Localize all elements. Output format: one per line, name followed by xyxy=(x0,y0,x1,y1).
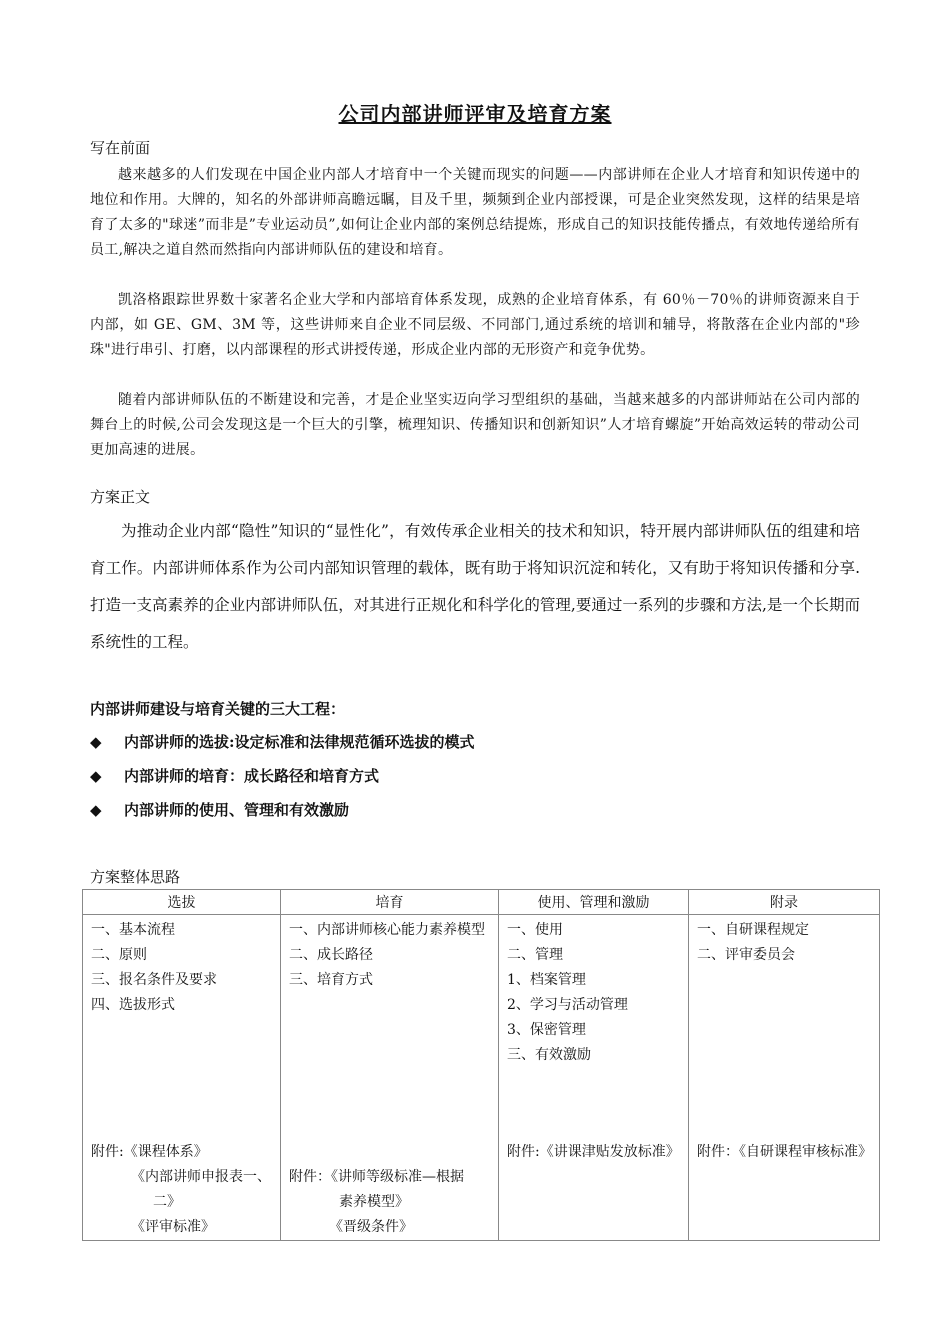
cell-item: 一、内部讲师核心能力素养模型 xyxy=(289,922,485,938)
cell-item: 一、使用 xyxy=(507,922,563,938)
table-cell-management xyxy=(499,915,689,1241)
column-header-appendix: 附录 xyxy=(689,890,880,915)
attachment-line: 附件：《自研课程审核标准》 xyxy=(697,1144,872,1160)
plan-table-label: 方案整体思路 xyxy=(90,868,181,886)
cell-item: 二、评审委员会 xyxy=(697,947,795,963)
cell-item: 一、自研课程规定 xyxy=(697,922,809,938)
preface-paragraph-2: 凯洛格跟踪世界数十家著名企业大学和内部培育体系发现，成熟的企业培育体系，有 60％－70％的讲师资源来自于内部，如 GE、GM、3M 等，这些讲师来自企业不同层级、不同部门,通过系统的培训和辅导，将散落在企业内部的"珍珠"进行串引、打磨，以内部课程的形式讲授传递，形成企业内部的无形资产和竞争优势。 xyxy=(90,292,860,358)
attachment-line: 素养模型》 xyxy=(339,1194,409,1210)
column-header-cultivation: 培育 xyxy=(281,890,499,915)
attachment-line: 附件:《讲课津贴发放标准》 xyxy=(507,1144,680,1160)
preface-paragraph-3: 随着内部讲师队伍的不断建设和完善，才是企业坚实迈向学习型组织的基础，当越来越多的内部讲师站在公司内部的舞台上的时候,公司会发现这是一个巨大的引擎，梳理知识、传播知识和创新知识”人才培育螺旋”开始高效运转的带动公司更加高速的进展。 xyxy=(90,392,860,458)
cell-item: 二、原则 xyxy=(91,947,147,963)
cell-item: 四、选拔形式 xyxy=(91,997,175,1013)
table-cell-appendix xyxy=(689,915,880,1241)
list-item-text: 内部讲师的选拔:设定标准和法律规范循环选拔的模式 xyxy=(124,733,475,751)
cell-item: 二、成长路径 xyxy=(289,947,373,963)
attachment-line: 附件：《讲师等级标准—根据 xyxy=(289,1169,464,1185)
list-item xyxy=(90,762,475,796)
column-header-management: 使用、管理和激励 xyxy=(499,890,689,915)
list-item xyxy=(90,728,475,762)
cell-item: 三、培育方式 xyxy=(289,972,373,988)
cell-item: 三、有效激励 xyxy=(507,1047,591,1063)
attachment-line: 《内部讲师申报表一、 xyxy=(131,1169,271,1185)
cell-item: 2、学习与活动管理 xyxy=(507,997,628,1013)
table-cell-cultivation xyxy=(281,915,499,1241)
table-cell-selection xyxy=(83,915,281,1241)
cell-item: 1、档案管理 xyxy=(507,972,586,988)
plan-overview-table xyxy=(82,889,880,1241)
column-header-selection: 选拔 xyxy=(83,890,281,915)
main-section-label: 方案正文 xyxy=(90,488,151,506)
document-title: 公司内部讲师评审及培育方案 xyxy=(338,102,612,126)
table-row xyxy=(83,915,880,1241)
diamond-bullet-icon: ◆ xyxy=(90,733,102,751)
table-header-row xyxy=(83,890,880,915)
key-projects-heading: 内部讲师建设与培育关键的三大工程： xyxy=(90,700,346,718)
attachment-line: 《评审标准》 xyxy=(131,1219,215,1235)
list-item-text: 内部讲师的使用、管理和有效激励 xyxy=(124,801,350,819)
attachment-line: 二》 xyxy=(153,1194,181,1210)
attachment-line: 《晋级条件》 xyxy=(329,1219,413,1235)
cell-item: 一、基本流程 xyxy=(91,922,175,938)
cell-item: 3、保密管理 xyxy=(507,1022,586,1038)
key-projects-list xyxy=(90,728,475,830)
diamond-bullet-icon: ◆ xyxy=(90,801,102,819)
cell-item: 三、报名条件及要求 xyxy=(91,972,217,988)
preface-paragraph-1: 越来越多的人们发现在中国企业内部人才培育中一个关键而现实的问题——内部讲师在企业人才培育和知识传递中的地位和作用。大牌的，知名的外部讲师高瞻远瞩，目及千里，频频到企业内部授课，可是企业突然发现，这样的结果是培育了太多的"球迷”而非是”专业运动员”,如何让企业内部的案例总结提炼，形成自己的知识技能传播点，有效地传递给所有员工,解决之道自然而然指向内部讲师队伍的建设和培育。 xyxy=(90,167,860,258)
attachment-line: 附件:《课程体系》 xyxy=(91,1144,208,1160)
main-section-paragraph: 为推动企业内部“隐性”知识的“显性化”，有效传承企业相关的技术和知识，特开展内部讲师队伍的组建和培育工作。内部讲师体系作为公司内部知识管理的载体，既有助于将知识沉淀和转化，又有助于将知识传播和分享.打造一支高素养的企业内部讲师队伍，对其进行正规化和科学化的管理,要通过一系列的步骤和方法,是一个长期而系统性的工程。 xyxy=(90,522,860,651)
list-item-text: 内部讲师的培育：成长路径和培育方式 xyxy=(124,767,380,785)
preface-label: 写在前面 xyxy=(90,139,151,157)
cell-item: 二、管理 xyxy=(507,947,563,963)
list-item xyxy=(90,796,475,830)
diamond-bullet-icon: ◆ xyxy=(90,767,102,785)
